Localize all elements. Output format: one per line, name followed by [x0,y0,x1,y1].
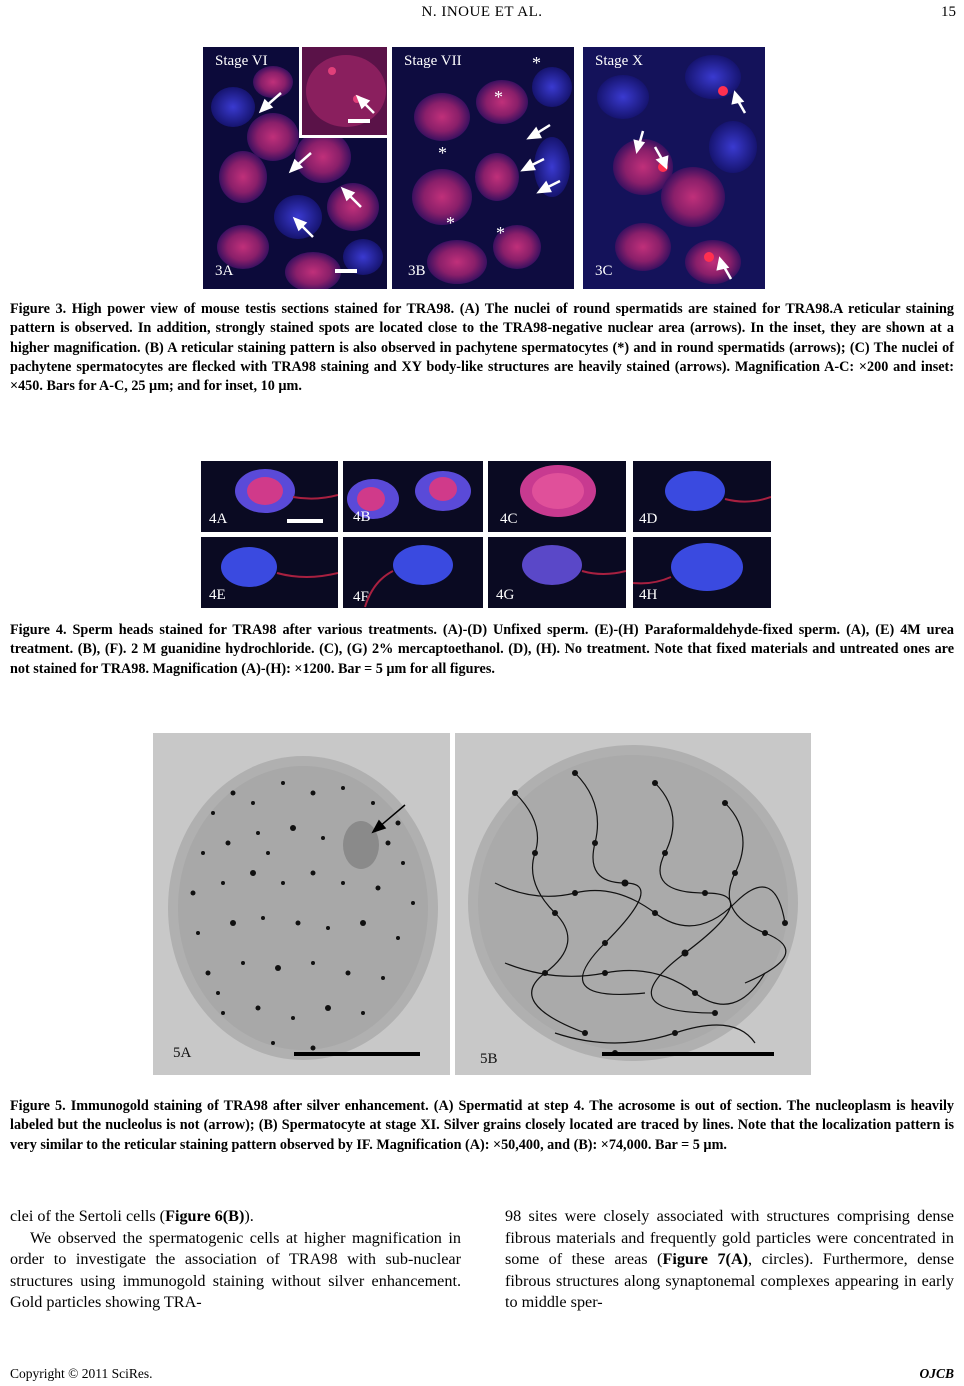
figure-reference: Figure 7(A) [662,1250,749,1268]
figure-4b-label: 4B [353,509,371,525]
body-column-right [505,1206,954,1314]
figure-3b-panel-label: 3B [408,263,426,279]
svg-text:*: * [446,213,455,233]
figure-4e-panel [201,537,338,608]
running-head: N. INOUE ET AL. [421,4,543,20]
figure-4g-panel [488,537,626,608]
figure-5a-panel [153,733,450,1075]
figure-5-caption: Figure 5. Immunogold staining of TRA98 after silver enhancement. (A) Spermatid at step 4. The acrosome is out of section. The nucleoplasm is heavily labeled but the nucleolus is not (arrow); (B) Spermatocyte at stage XI. Silver grains closely located are traced by lines. Note that the localization pattern is very similar to the reticular staining pattern observed by IF. Magnification (A): ×50,400, and (B): ×74,000. Bar = 5 µm. [10,1098,954,1153]
figure-3a-panel-label: 3A [215,263,234,279]
paragraph: 98 sites were closely associated with structures comprising dense fibrous materials and frequently gold particles were concentrated in some of these areas (Figure 7(A), circles). Furthermore, dense fibrous structures along synaptonemal complexes appearing in early to middle sper- [505,1207,954,1311]
figure-4h-panel [633,537,771,608]
figure-5a-label: 5A [173,1045,192,1061]
figure-4a-panel [201,461,338,532]
figure-5a-scale-bar [294,1052,420,1056]
page-footer [10,1366,954,1382]
figure-3c-stage-label: Stage X [595,53,643,69]
figure-5b-panel [455,733,811,1075]
figure-4f-label: 4F [353,589,369,605]
body-column-left [10,1206,461,1314]
figure-3-caption: Figure 3. High power view of mouse testis sections stained for TRA98. (A) The nuclei of round spermatids are stained for TRA98.A reticular staining pattern is observed. In addition, strongly stained spots are located close to the TRA98-negative nuclear area (arrows). In the inset, they are shown at a higher magnification. (B) A reticular staining pattern is also observed in pachytene spermatocytes (*) and in round spermatids (arrows); (C) The nuclei of pachytene spermatocytes are flecked with TRA98 staining and XY body-like structures are heavily stained (arrows). Magnification A-C: ×200 and inset: ×450. Bars for A-C, 25 µm; and for inset, 10 µm. [10,301,954,395]
figure-4d-label: 4D [639,511,658,527]
journal-abbreviation: OJCB [919,1366,954,1381]
svg-text:*: * [532,53,541,73]
figure-4c-label: 4C [500,511,518,527]
figure-3c-panel-label: 3C [595,263,613,279]
figure-4d-panel [633,461,771,532]
svg-text:*: * [494,87,503,107]
figure-4e-label: 4E [209,587,226,603]
page-number: 15 [941,4,956,20]
figure-5b-scale-bar [602,1052,774,1056]
figure-5b-label: 5B [480,1051,498,1067]
figure-4h-label: 4H [639,587,658,603]
paragraph: clei of the Sertoli cells (Figure 6(B)). [10,1207,254,1225]
figure-3a-stage-label: Stage VI [215,53,268,69]
figure-3b-stage-label: Stage VII [404,53,462,69]
copyright-notice: Copyright © 2011 SciRes. [10,1366,153,1381]
svg-text:*: * [438,143,447,163]
figure-reference: Figure 6(B) [165,1207,245,1225]
figure-4g-label: 4G [496,587,515,603]
figure-4f-panel [343,537,483,608]
figure-4-caption: Figure 4. Sperm heads stained for TRA98 after various treatments. (A)-(D) Unfixed sperm. (E)-(H) Paraformaldehyde-fixed sperm. (A), (E) 4M urea treatment. (B), (F). 2 M guanidine hydrochloride. (C), (G) 2% mercaptoethanol. (D), (H). No treatment. Note that fixed materials and untreated ones are not stained for TRA98. Magnification (A)-(H): ×1200. Bar = 5 µm for all figures. [10,622,954,677]
figure-5a-micrograph [153,733,450,1075]
paragraph: We observed the spermatogenic cells at higher magnification in order to investigate the association of TRA98 with sub-nuclear structures using immunogold staining without silver enhancement. Gold particles showing TRA- [10,1228,461,1311]
svg-text:*: * [496,223,505,243]
figure-4-scale-bar [287,519,323,523]
figure-4c-panel [488,461,626,532]
figure-4b-panel [343,461,483,532]
figure-4 [0,0,964,620]
figure-5b-micrograph [455,733,811,1075]
figure-4a-label: 4A [209,511,228,527]
